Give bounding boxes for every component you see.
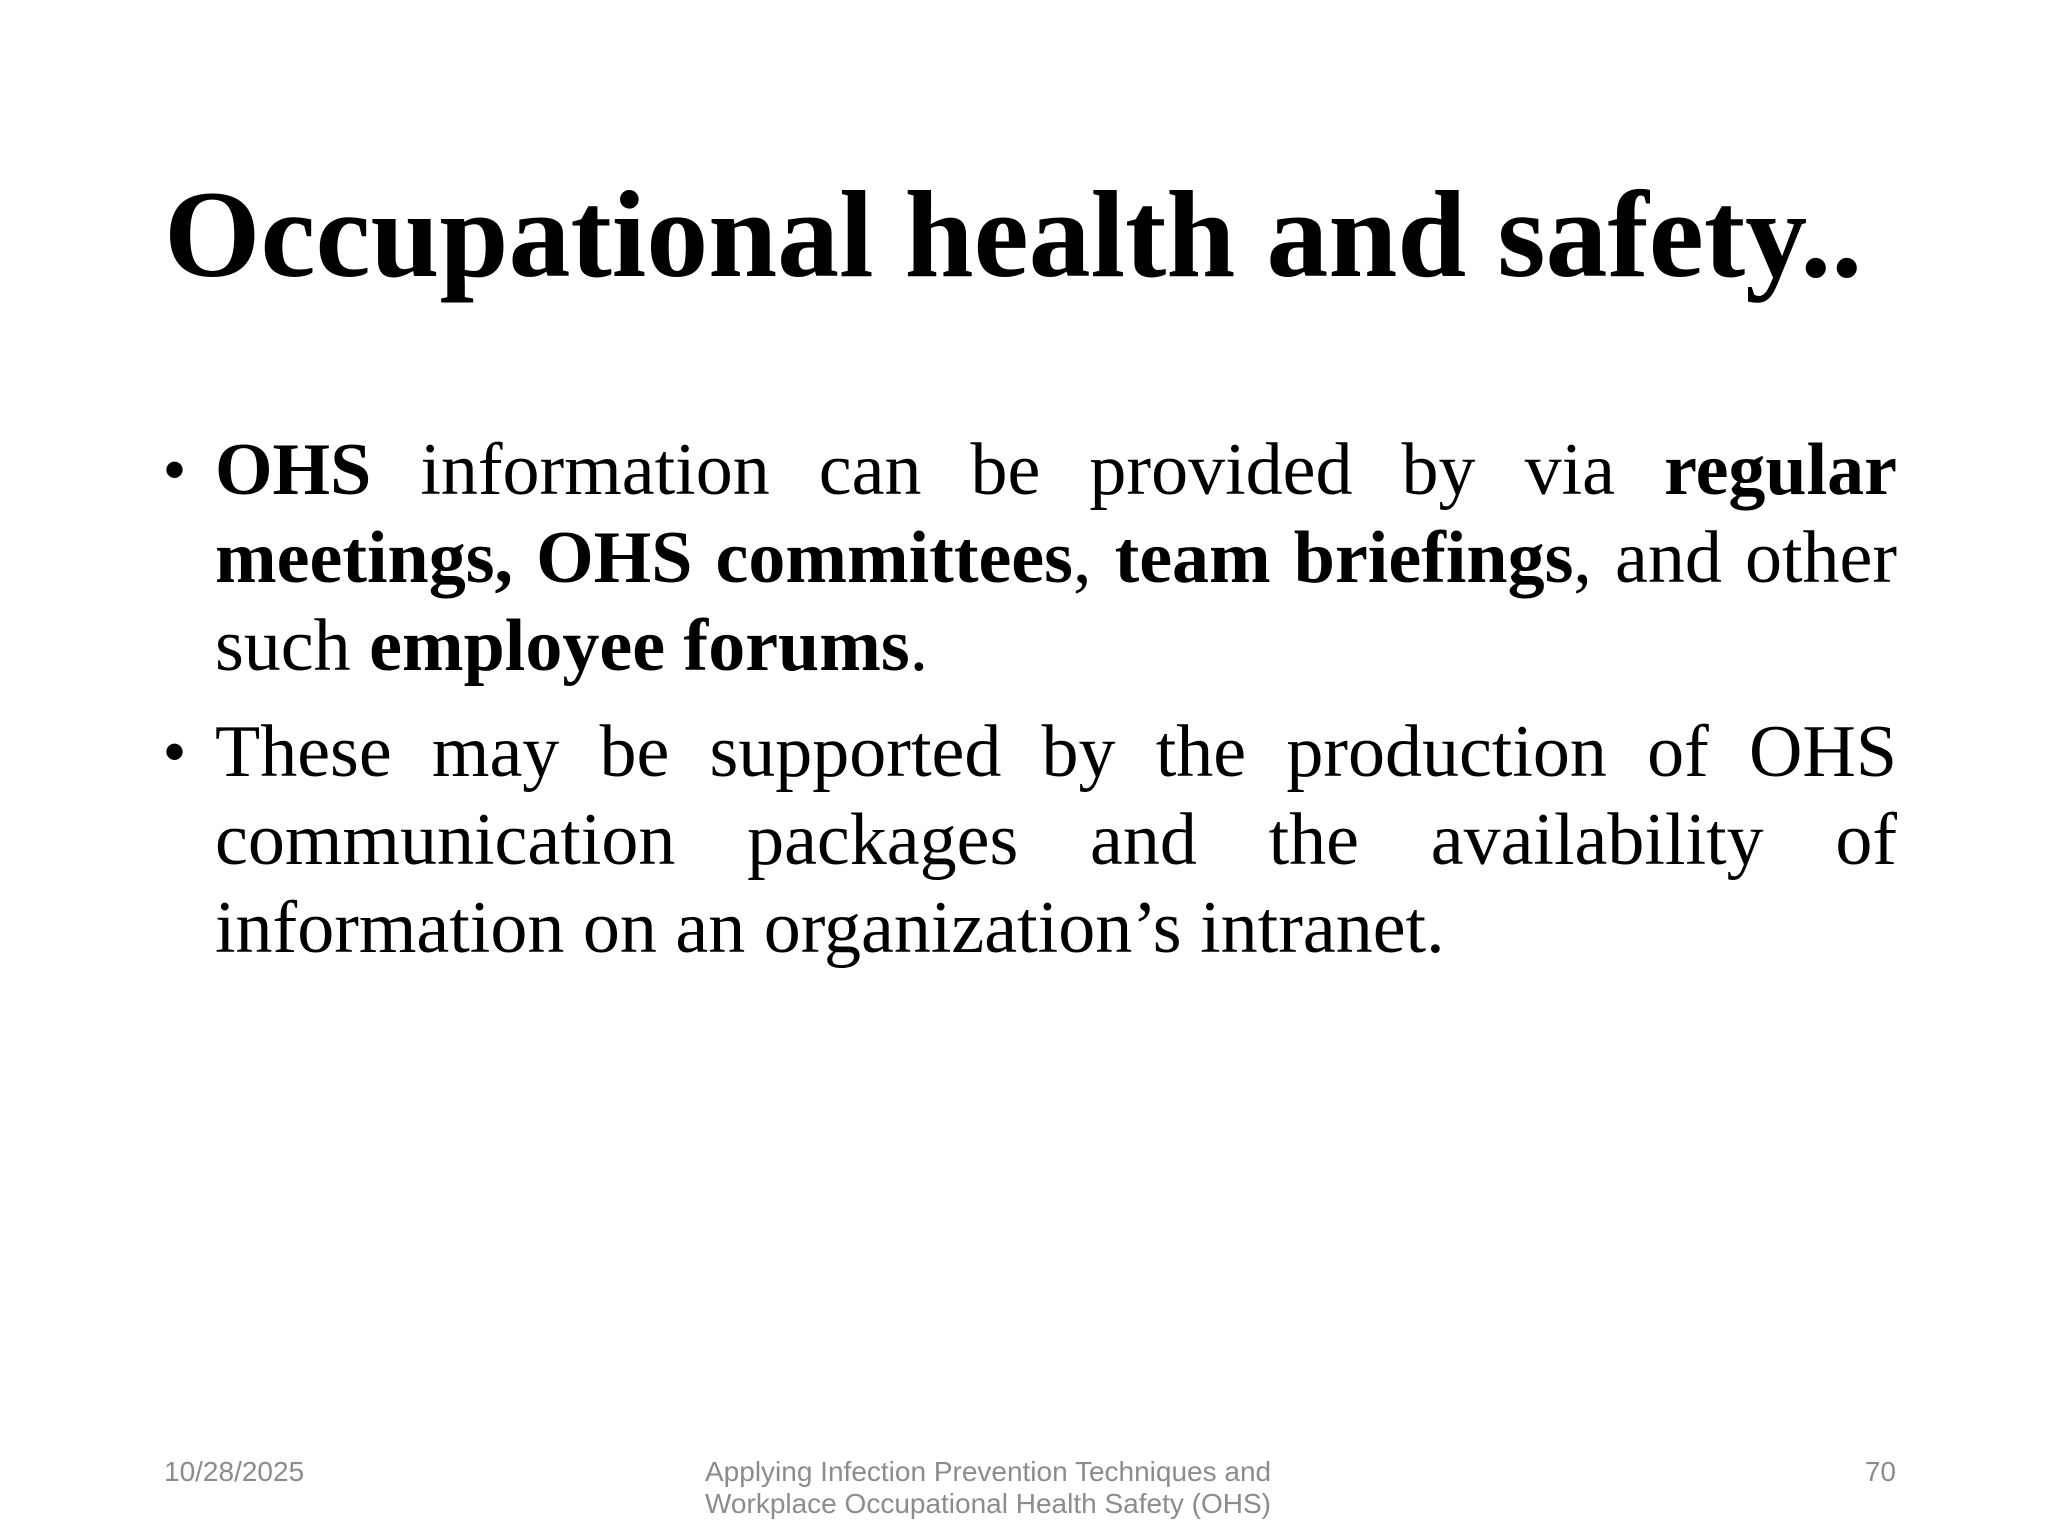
footer-title-line: Workplace Occupational Health Safety (OHS) [705,1488,1271,1519]
bullet-item-communication-packages [164,708,1897,972]
bullet-text-segment: regular meetings, OHS committees [215,429,1897,599]
bullet-text-segment: team briefings [1114,517,1574,599]
bullet-text-segment: . [909,605,929,687]
bullet-dot-icon: • [164,718,186,785]
bullet-text-segment: These may be supported by the production of OHS communication packages and the availability of information on an organization’s intranet. [215,711,1897,969]
footer-date: 10/28/2025 [164,1456,305,1487]
bullet-list [164,426,1897,990]
slide-title: Occupational health and safety.. [164,166,1863,303]
bullet-text-segment: , and other such [215,517,1897,687]
footer-presentation-title [705,1456,1365,1520]
bullet-text-segment: , [1072,517,1115,599]
bullet-text-segment: OHS [215,429,372,511]
bullet-item-ohs-channels [164,426,1897,690]
slide-number: 70 [1864,1456,1896,1487]
bullet-dot-icon: • [164,436,186,503]
bullet-text-segment: employee forums [369,605,910,687]
bullet-text-segment: information can be provided by via [371,429,1665,511]
footer-title-line: Applying Infection Prevention Techniques and [705,1456,1272,1487]
